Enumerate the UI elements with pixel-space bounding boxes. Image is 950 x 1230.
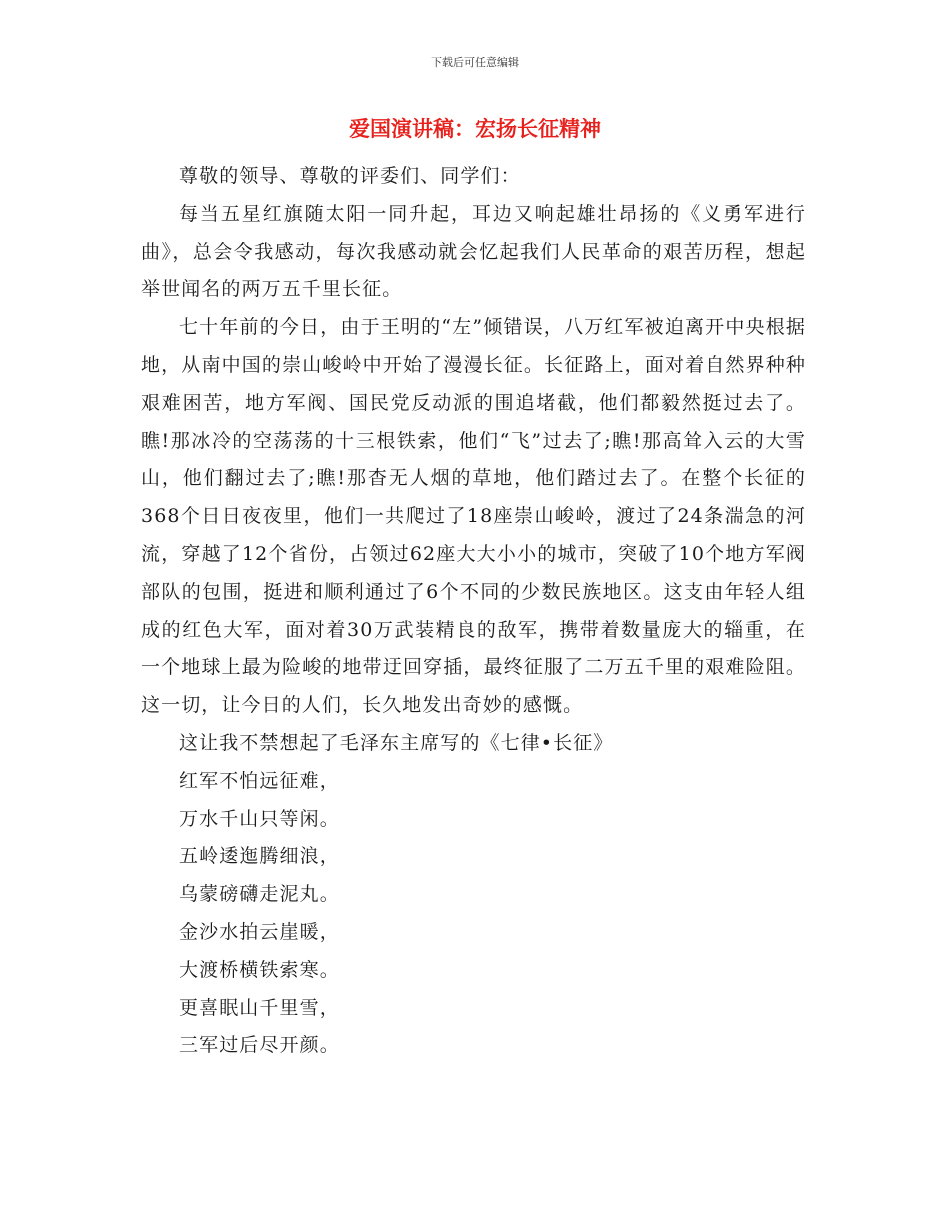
poem-line: 金沙水拍云崖暖，: [179, 920, 340, 943]
poem-line: 三军过后尽开颜。: [179, 1034, 340, 1057]
poem: [141, 763, 806, 1065]
poem-intro-paragraph: 这让我不禁想起了毛泽东主席写的《七律•长征》: [179, 731, 614, 754]
header-note: 下载后可任意编辑: [431, 56, 519, 69]
poem-line: 更喜眠山千里雪，: [179, 996, 340, 1019]
salutation-paragraph: 尊敬的领导、尊敬的评委们、同学们：: [179, 165, 521, 187]
poem-line: 乌蒙磅礴走泥丸。: [179, 883, 340, 906]
document-body: [141, 158, 806, 1065]
poem-line: 万水千山只等闲。: [179, 807, 340, 830]
poem-line: 大渡桥横铁索寒。: [179, 958, 340, 981]
poem-line: 红军不怕远征难，: [179, 769, 340, 792]
poem-line: 五岭逶迤腾细浪，: [179, 845, 340, 868]
long-march-paragraph: 七十年前的今日，由于王明的“左”倾错误，八万红军被迫离开中央根据地，从南中国的崇山峻岭中开始了漫漫长征。长征路上，面对着自然界种种艰难困苦，地方军阀、国民党反动派的围追堵截，他们都毅然挺过去了。瞧!那冰冷的空荡荡的十三根铁索，他们“飞”过去了;瞧!那高耸入云的大雪山，他们翻过去了;瞧!那杳无人烟的草地，他们踏过去了。在整个长征的368个日日夜夜里，他们一共爬过了18座崇山峻岭，渡过了24条湍急的河流，穿越了12个省份，占领过62座大大小小的城市，突破了10个地方军阀部队的包围，挺进和顺利通过了6个不同的少数民族地区。这支由年轻人组成的红色大军，面对着30万武装精良的敌军，携带着数量庞大的辎重，在一个地球上最为险峻的地带迂回穿插，最终征服了二万五千里的艰难险阻。这一切，让今日的人们，长久地发出奇妙的感慨。: [141, 316, 806, 717]
document-title: 爱国演讲稿：宏扬长征精神: [349, 117, 601, 141]
intro-paragraph: 每当五星红旗随太阳一同升起，耳边又响起雄壮昂扬的《义勇军进行曲》，总会令我感动，每次我感动就会忆起我们人民革命的艰苦历程，想起举世闻名的两万五千里长征。: [141, 202, 806, 301]
